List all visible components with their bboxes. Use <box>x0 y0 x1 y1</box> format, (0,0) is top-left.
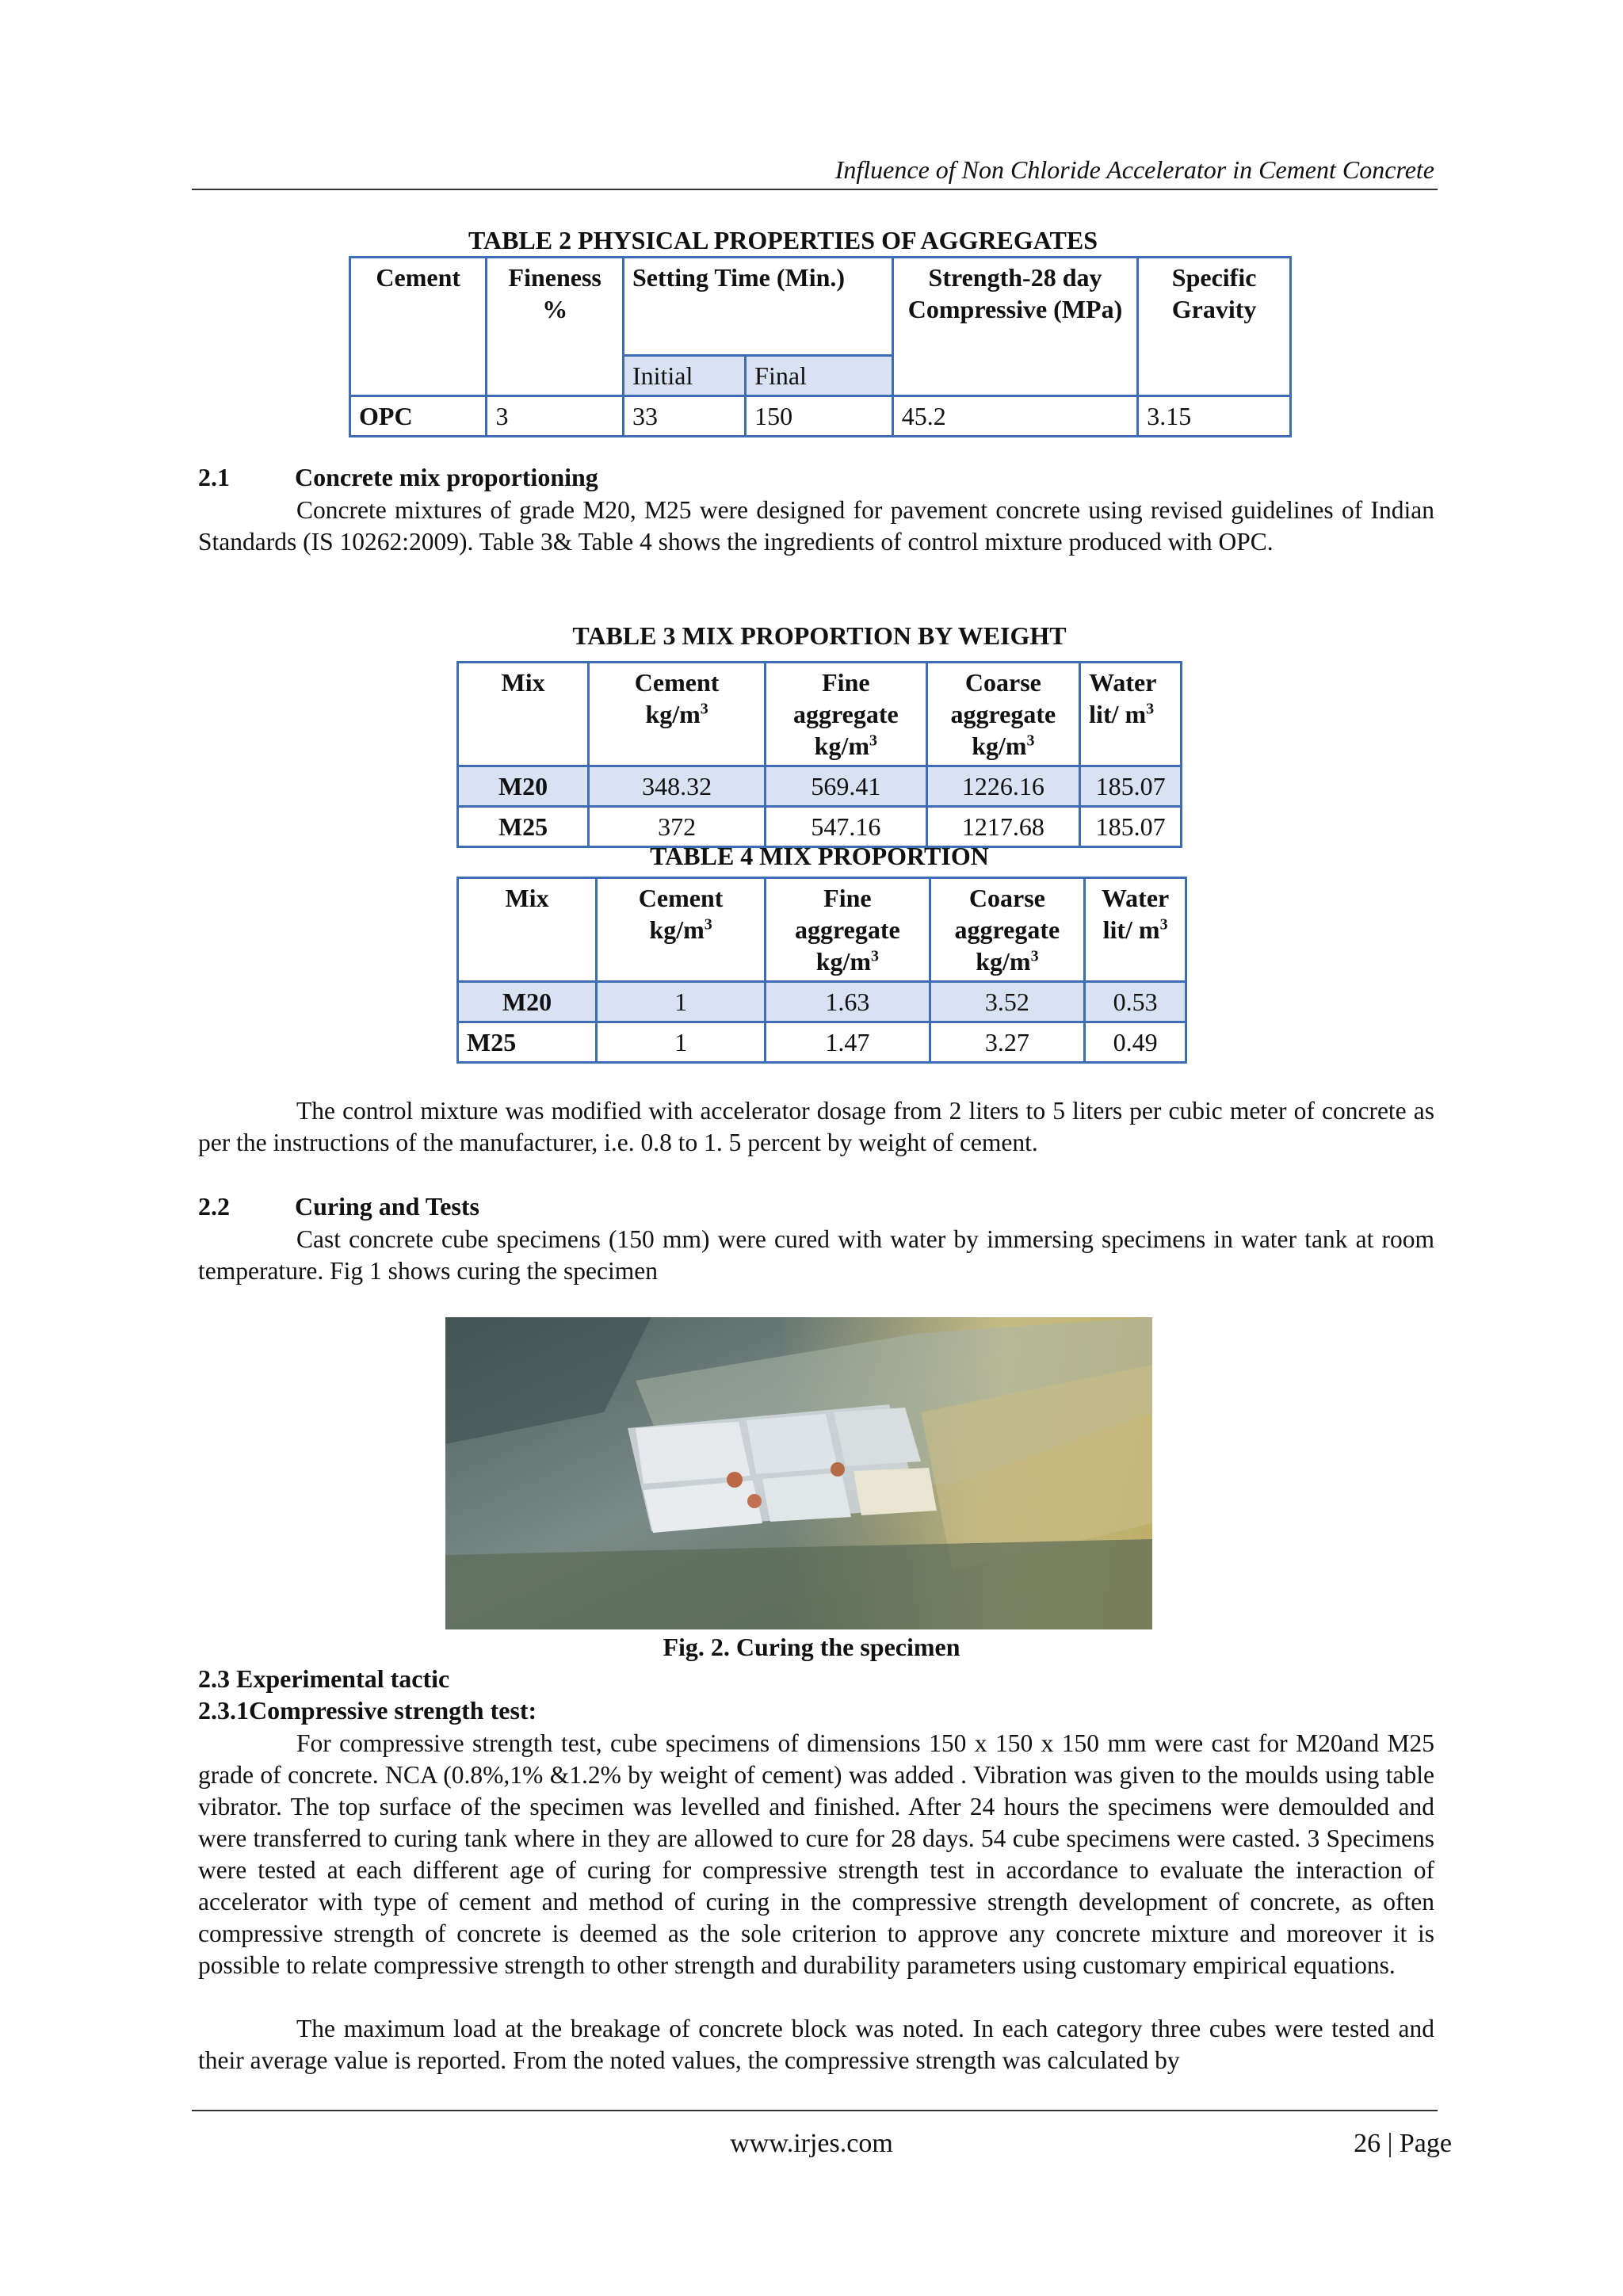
t4-cement: 1 <box>597 1022 766 1063</box>
table-row <box>350 396 1291 437</box>
t3-cement: 348.32 <box>589 766 766 807</box>
t2-strength: 45.2 <box>892 396 1137 437</box>
curing-specimen-photo <box>445 1317 1152 1629</box>
t3-water: 185.07 <box>1080 766 1182 807</box>
section-number: 2.2 <box>198 1192 230 1221</box>
table-row <box>458 766 1182 807</box>
t3-head-coarse: Coarse aggregate $kg/m^3$ <box>926 663 1080 766</box>
t4-head-water: Water lit/ $m^3$ <box>1085 878 1186 982</box>
section-2-2-heading <box>198 1192 479 1221</box>
section-title: Curing and Tests <box>295 1192 479 1221</box>
t4-mix: M25 <box>458 1022 597 1063</box>
t4-head-coarse: Coarse aggregate $kg/m^3$ <box>930 878 1085 982</box>
figure-caption: Fig. 2. Curing the specimen <box>663 1633 960 1661</box>
running-title: Influence of Non Chloride Accelerator in Cement Concrete <box>834 155 1434 184</box>
footer-rule <box>192 2110 1438 2111</box>
t2-final: 150 <box>746 396 893 437</box>
t2-head-initial: Initial <box>623 356 745 396</box>
section-2-3-1-paragraph-1: For compressive strength test, cube specimens of dimensions 150 x 150 x 150 mm were cast for M20and M25 grade of concrete. NCA (0.8%,1% &1.2% by weight of cement) was added . Vibration was given to the moulds using table vibrator. The top surface of the specimen was levelled and finished. After 24 hours the specimens were demoulded and were transferred to curing tank where in they are allowed to cure for 28 days. 54 cube specimens were casted. 3 Specimens were tested at each different age of curing for compressive strength test in accordance to evaluate the interaction of accelerator with type of cement and method of curing in the compressive strength development of concrete, as often compressive strength of concrete is deemed as the sole criterion to approve any concrete mixture and moreover it is possible to relate compressive strength to other strength and durability parameters using customary empirical equations. <box>198 1729 1434 1979</box>
section-title: Concrete mix proportioning <box>295 463 598 491</box>
t4-fine: 1.63 <box>766 982 930 1022</box>
table4-caption: TABLE 4 MIX PROPORTION <box>650 842 989 870</box>
t4-head-cement: Cement $kg/m^3$ <box>597 878 766 982</box>
t2-head-final: Final <box>746 356 893 396</box>
t3-mix: M20 <box>458 766 589 807</box>
t4-head-mix: Mix <box>458 878 597 982</box>
section-2-3-heading: 2.3 Experimental tactic <box>198 1664 450 1693</box>
t4-coarse: 3.27 <box>930 1022 1085 1063</box>
table-row <box>458 807 1182 847</box>
section-2-2-paragraph: Cast concrete cube specimens (150 mm) were cured with water by immersing specimens in water tank at room temperature. Fig 1 shows curing the specimen <box>198 1225 1434 1285</box>
t4-fine: 1.47 <box>766 1022 930 1063</box>
table2 <box>349 256 1292 437</box>
t3-head-mix: Mix <box>458 663 589 766</box>
section-2-1-paragraph: Concrete mixtures of grade M20, M25 were designed for pavement concrete using revised guidelines of Indian Standards (IS 10262:2009). Table 3& Table 4 shows the ingredients of control mixture produced with OPC. <box>198 496 1434 556</box>
t2-head-fineness: Fineness % <box>487 258 623 396</box>
t3-cement: 372 <box>589 807 766 847</box>
t3-fine: 569.41 <box>766 766 926 807</box>
t4-water: 0.49 <box>1085 1022 1186 1063</box>
t3-coarse: 1226.16 <box>926 766 1080 807</box>
section-2-3-1-paragraph-2: The maximum load at the breakage of concrete block was noted. In each category three cubes were tested and their average value is reported. From the noted values, the compressive strength was calculated by <box>198 2015 1434 2074</box>
t3-head-water: Water lit/ $m^3$ <box>1080 663 1182 766</box>
t2-fineness: 3 <box>487 396 623 437</box>
t2-cement: OPC <box>350 396 487 437</box>
t2-gravity: 3.15 <box>1138 396 1291 437</box>
header-rule <box>192 189 1438 190</box>
t4-coarse: 3.52 <box>930 982 1085 1022</box>
t2-head-cement: Cement <box>350 258 487 396</box>
t3-head-cement: Cement $kg/m^3$ <box>589 663 766 766</box>
section-2-1-heading <box>198 463 598 492</box>
t2-head-strength: Strength-28 day Compressive (MPa) <box>892 258 1137 396</box>
accelerator-paragraph: The control mixture was modified with accelerator dosage from 2 liters to 5 liters per cubic meter of concrete as per the instructions of the manufacturer, i.e. 0.8 to 1. 5 percent by weight of cement. <box>198 1097 1434 1156</box>
table-row <box>458 982 1186 1022</box>
table-row <box>458 1022 1186 1063</box>
t2-head-gravity: Specific Gravity <box>1138 258 1291 396</box>
table4 <box>456 877 1187 1064</box>
t4-mix: M20 <box>458 982 597 1022</box>
t3-fine: 547.16 <box>766 807 926 847</box>
footer-url: www.irjes.com <box>730 2129 893 2158</box>
table3-caption: TABLE 3 MIX PROPORTION BY WEIGHT <box>572 621 1067 650</box>
section-number: 2.1 <box>198 463 230 491</box>
t4-head-fine: Fine aggregate $kg/m^3$ <box>766 878 930 982</box>
table3 <box>456 661 1182 848</box>
table2-caption: TABLE 2 PHYSICAL PROPERTIES OF AGGREGATES <box>468 226 1098 254</box>
t3-coarse: 1217.68 <box>926 807 1080 847</box>
t2-initial: 33 <box>623 396 745 437</box>
section-2-3-1-heading: 2.3.1Compressive strength test: <box>198 1696 537 1725</box>
t4-water: 0.53 <box>1085 982 1186 1022</box>
page-number: 26 | Page <box>1354 2129 1452 2158</box>
t2-head-setting-time: Setting Time (Min.) <box>623 258 892 356</box>
t4-cement: 1 <box>597 982 766 1022</box>
t3-water: 185.07 <box>1080 807 1182 847</box>
t3-head-fine: Fine aggregate $kg/m^3$ <box>766 663 926 766</box>
t3-mix: M25 <box>458 807 589 847</box>
